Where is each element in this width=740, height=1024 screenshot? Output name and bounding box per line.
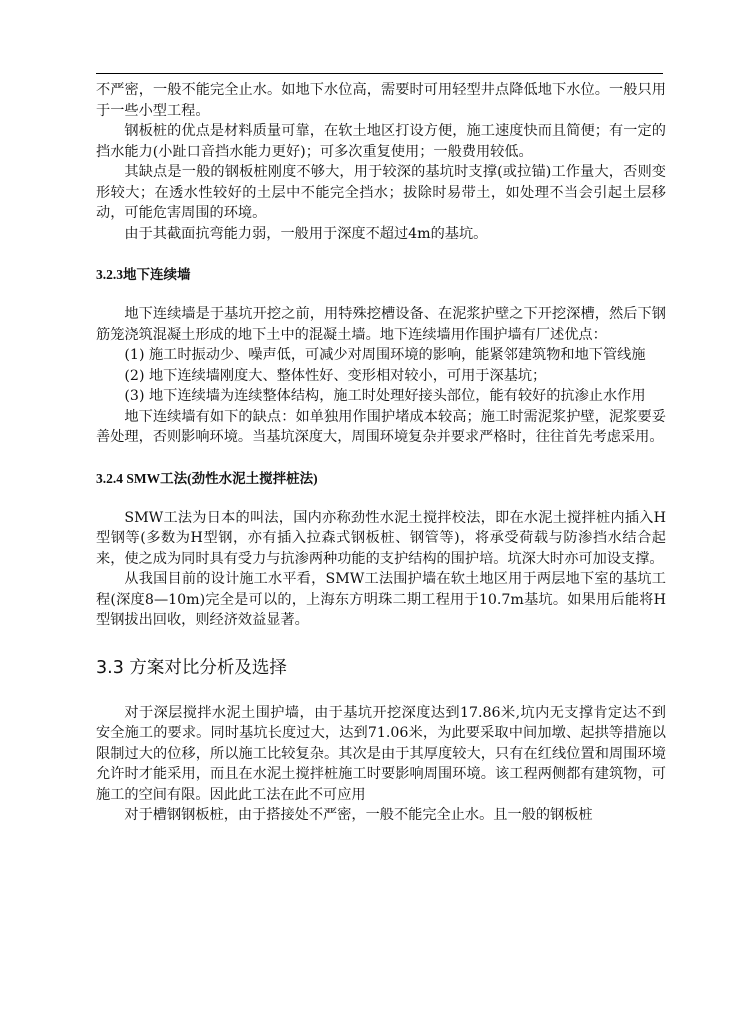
paragraph-diaphragm-wall-drawbacks: 地下连续墙有如下的缺点：如单独用作围护堵成本较高；施工时需泥浆护壁，泥浆要妥善处理，否则影响环境。当基坑深度大，周围环境复杂并要求严格时，往往首先考虑采用。: [96, 408, 666, 445]
list-item: (2) 地下连续墙刚度大、整体性好、变形相对较小，可用于深基坑；: [124, 367, 547, 384]
paragraph-smw-application: 从我国目前的设计施工水平看，SMW工法围护墙在软土地区用于两层地下室的基坑工程(深度8—10m)完全是可以的，上海东方明珠二期工程用于10.7m基坑。如果用后能将H型钢拔出回收，则经济效益显著。: [96, 571, 666, 628]
paragraph-disadvantages: 其缺点是一般的钢板桩刚度不够大，用于较深的基坑时支撑(或拉锚)工作量大，否则变形较大；在透水性较好的土层中不能完全挡水；拔除时易带土，如处理不当会引起土层移动，可能危害周围的环境。: [96, 164, 666, 221]
document-body: [96, 80, 666, 826]
header-rule: [96, 73, 663, 74]
paragraph-continued: 不严密，一般不能完全止水。如地下水位高，需要时可用轻型井点降低地下水位。一般只用于一些小型工程。: [96, 82, 666, 119]
paragraph-smw-intro: SMW工法为日本的叫法，国内亦称劲性水泥土搅拌校法，即在水泥土搅拌桩内插入H型钢等(多数为H型钢，亦有插入拉森式钢板桩、钢管等)，将承受荷载与防渗挡水结合起来，使之成为同时具有受力与抗渗两种功能的支护结构的围护培。坑深大时亦可加设支撑。: [96, 509, 666, 567]
list-item: (1) 施工时振动少、噪声低，可减少对周围环境的影响，能紧邻建筑物和地下管线施: [124, 347, 646, 363]
list-item: (3) 地下连续墙为连续整体结构，施工时处理好接头部位，能有较好的抗渗止水作用: [124, 388, 646, 404]
paragraph-diaphragm-wall-intro: 地下连续墙是于基坑开挖之前，用特殊挖槽设备、在泥浆护壁之下开挖深槽，然后下钢筋笼浇筑混凝土形成的地下土中的混凝土墙。地下连续墙用作围护墙有厂述优点：: [96, 306, 666, 343]
heading-3-2-4: 3.2.4 SMW工法(劲性水泥土搅拌桩法): [96, 470, 318, 486]
paragraph-depth-limit: 由于其截面抗弯能力弱，一般用于深度不超过4m的基坑。: [124, 225, 488, 242]
paragraph-sheet-pile: 对于槽钢钢板桩，由于搭接处不严密，一般不能完全止水。且一般的钢板桩: [124, 807, 593, 823]
heading-3-3: 3.3 方案对比分析及选择: [96, 657, 287, 678]
paragraph-advantages: 钢板桩的优点是材料质量可靠，在软土地区打设方便，施工速度快而且简便；有一定的挡水能力(小趾口音挡水能力更好)；可多次重复使用；一般费用较低。: [96, 123, 666, 160]
heading-3-2-3: 3.2.3地下连续墙: [96, 267, 191, 282]
paragraph-comparison: 对于深层搅拌水泥土围护墙，由于基坑开挖深度达到17.86米,坑内无支撑肯定达不到安全施工的要求。同时基坑长度过大，达到71.06米，为此要采取中间加墩、起拱等措施以限制过大的位移，所以施工比较复杂。其次是由于其厚度较大，只有在红线位置和周围环境允许时才能采用，而且在水泥土搅拌桩施工时要影响周围环境。该工程两侧都有建筑物，可施工的空间有限。因此此工法在此不可应用: [96, 704, 666, 803]
